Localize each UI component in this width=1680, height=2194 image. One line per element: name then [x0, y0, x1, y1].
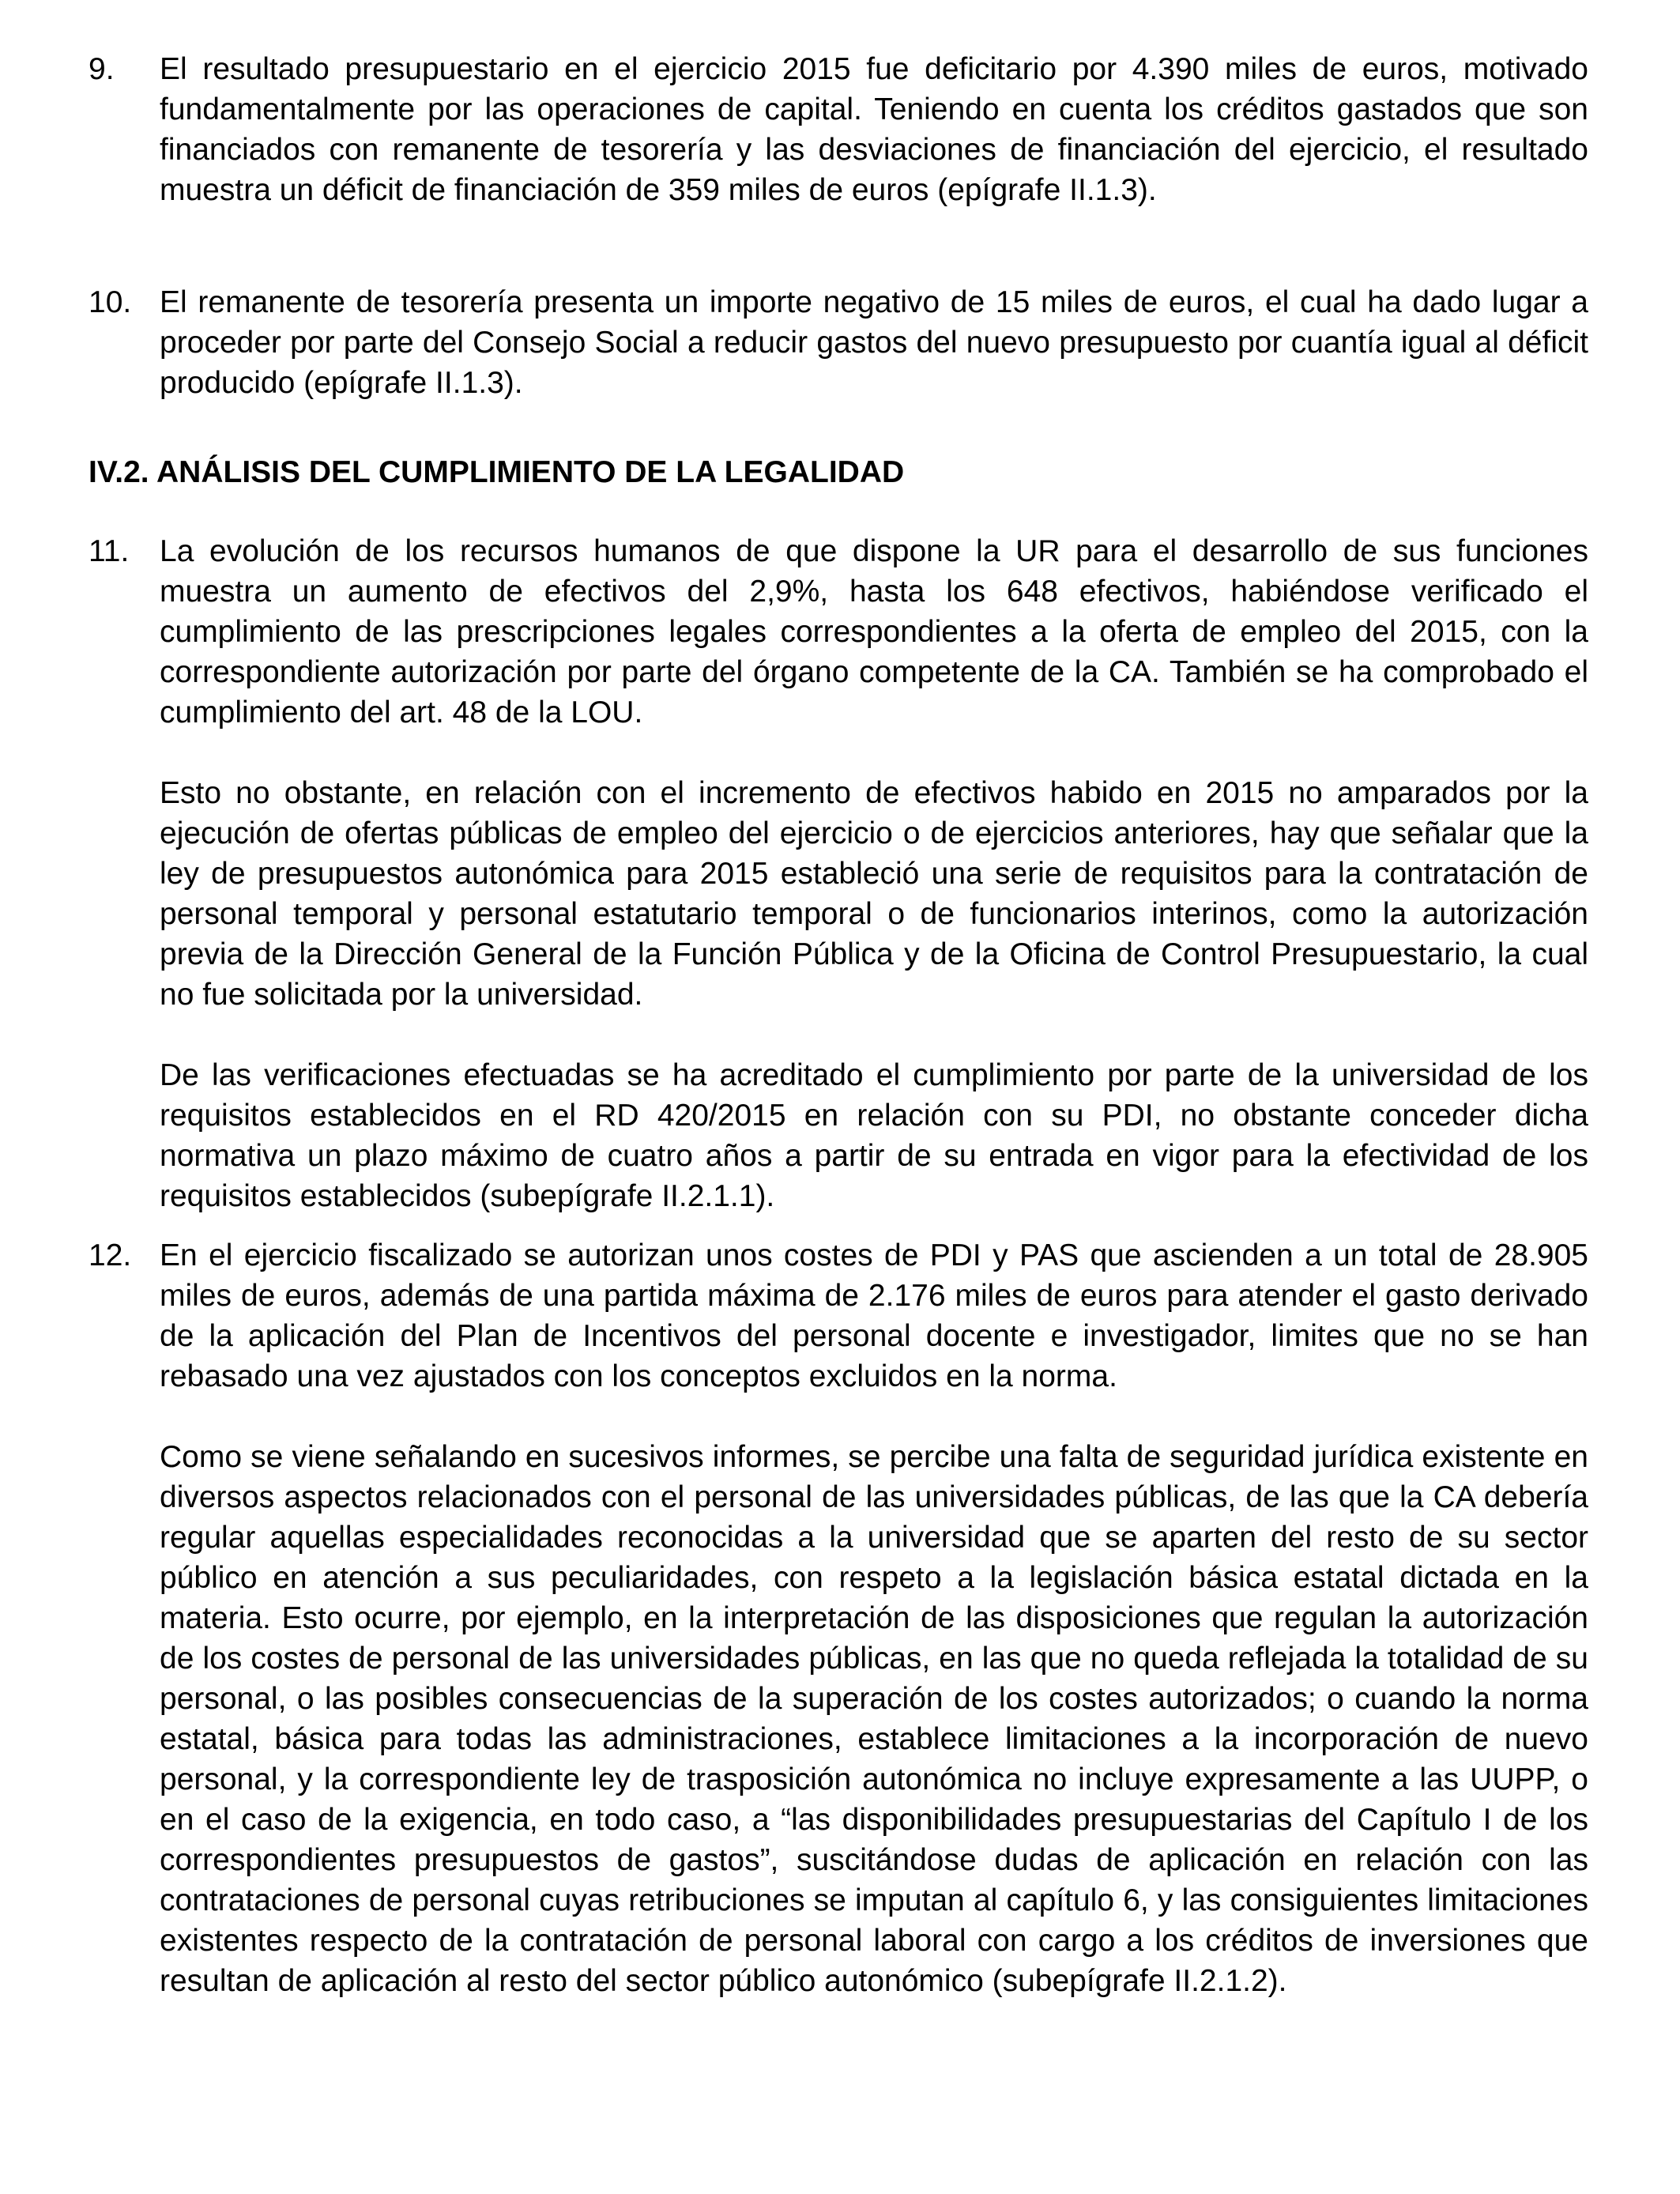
paragraph: Como se viene señalando en sucesivos informes, se percibe una falta de seguridad jurídica existente en diversos aspectos relacionados con el personal de las universidades públicas, de las que la CA debería regular aquellas especialidades reconocidas a la universidad que se aparten del resto de su sector público en atención a sus peculiaridades, con respeto a la legislación básica estatal dictada en la materia. Esto ocurre, por ejemplo, en la interpretación de las disposiciones que regulan la autorización de los costes de personal de las universidades públicas, en las que no queda reflejada la totalidad de su personal, o las posibles consecuencias de la superación de los costes autorizados; o cuando la norma estatal, básica para todas las administraciones, establece limitaciones a la incorporación de nuevo personal, y la correspondiente ley de trasposición autonómica no incluye expresamente a las UUPP, o en el caso de la exigencia, en todo caso, a “las disponibilidades presupuestarias del Capítulo I de los correspondientes presupuestos de gastos”, suscitándose dudas de aplicación en relación con las contrataciones de personal cuyas retribuciones se imputan al capítulo 6, y las consiguientes limitaciones existentes respecto de la contratación de personal laboral con cargo a los créditos de inversiones que resultan de aplicación al resto del sector público autonómico (subepígrafe II.2.1.2).: [160, 1440, 1588, 1998]
list-item-11: [89, 531, 1588, 1216]
list-item-9: [89, 49, 1588, 210]
item-number: 9.: [89, 52, 115, 86]
paragraph: El resultado presupuestario en el ejercicio 2015 fue deficitario por 4.390 miles de euros, motivado fundamentalmente por las operaciones de capital. Teniendo en cuenta los créditos gastados que son financiados con remanente de tesorería y las desviaciones de financiación del ejercicio, el resultado muestra un déficit de financiación de 359 miles de euros (epígrafe II.1.3).: [160, 52, 1588, 207]
paragraph: De las verificaciones efectuadas se ha acreditado el cumplimiento por parte de la universidad de los requisitos establecidos en el RD 420/2015 en relación con su PDI, no obstante conceder dicha normativa un plazo máximo de cuatro años a partir de su entrada en vigor para la efectividad de los requisitos establecidos (subepígrafe II.2.1.1).: [160, 1058, 1588, 1213]
section-heading: IV.2. ANÁLISIS DEL CUMPLIMIENTO DE LA LEGALIDAD: [89, 455, 905, 489]
paragraph: La evolución de los recursos humanos de que dispone la UR para el desarrollo de sus funciones muestra un aumento de efectivos del 2,9%, hasta los 648 efectivos, habiéndose verificado el cumplimiento de las prescripciones legales correspondientes a la oferta de empleo del 2015, con la correspondiente autorización por parte del órgano competente de la CA. También se ha comprobado el cumplimiento del art. 48 de la LOU.: [160, 534, 1588, 729]
list-item-10: [89, 282, 1588, 403]
item-number: 11.: [89, 534, 130, 568]
paragraph: Esto no obstante, en relación con el incremento de efectivos habido en 2015 no amparados por la ejecución de ofertas públicas de empleo del ejercicio o de ejercicios anteriores, hay que señalar que la ley de presupuestos autonómica para 2015 estableció una serie de requisitos para la contratación de personal temporal y personal estatutario temporal o de funcionarios interinos, como la autorización previa de la Dirección General de la Función Pública y de la Oficina de Control Presupuestario, la cual no fue solicitada por la universidad.: [160, 776, 1588, 1012]
paragraph: El remanente de tesorería presenta un importe negativo de 15 miles de euros, el cual ha dado lugar a proceder por parte del Consejo Social a reducir gastos del nuevo presupuesto por cuantía igual al déficit producido (epígrafe II.1.3).: [160, 285, 1588, 400]
paragraph: En el ejercicio fiscalizado se autorizan unos costes de PDI y PAS que ascienden a un total de 28.905 miles de euros, además de una partida máxima de 2.176 miles de euros para atender el gasto derivado de la aplicación del Plan de Incentivos del personal docente e investigador, limites que no se han rebasado una vez ajustados con los conceptos excluidos en la norma.: [160, 1238, 1588, 1393]
list-item-12: [89, 1235, 1588, 2001]
item-number: 10.: [89, 285, 132, 319]
item-number: 12.: [89, 1238, 132, 1272]
